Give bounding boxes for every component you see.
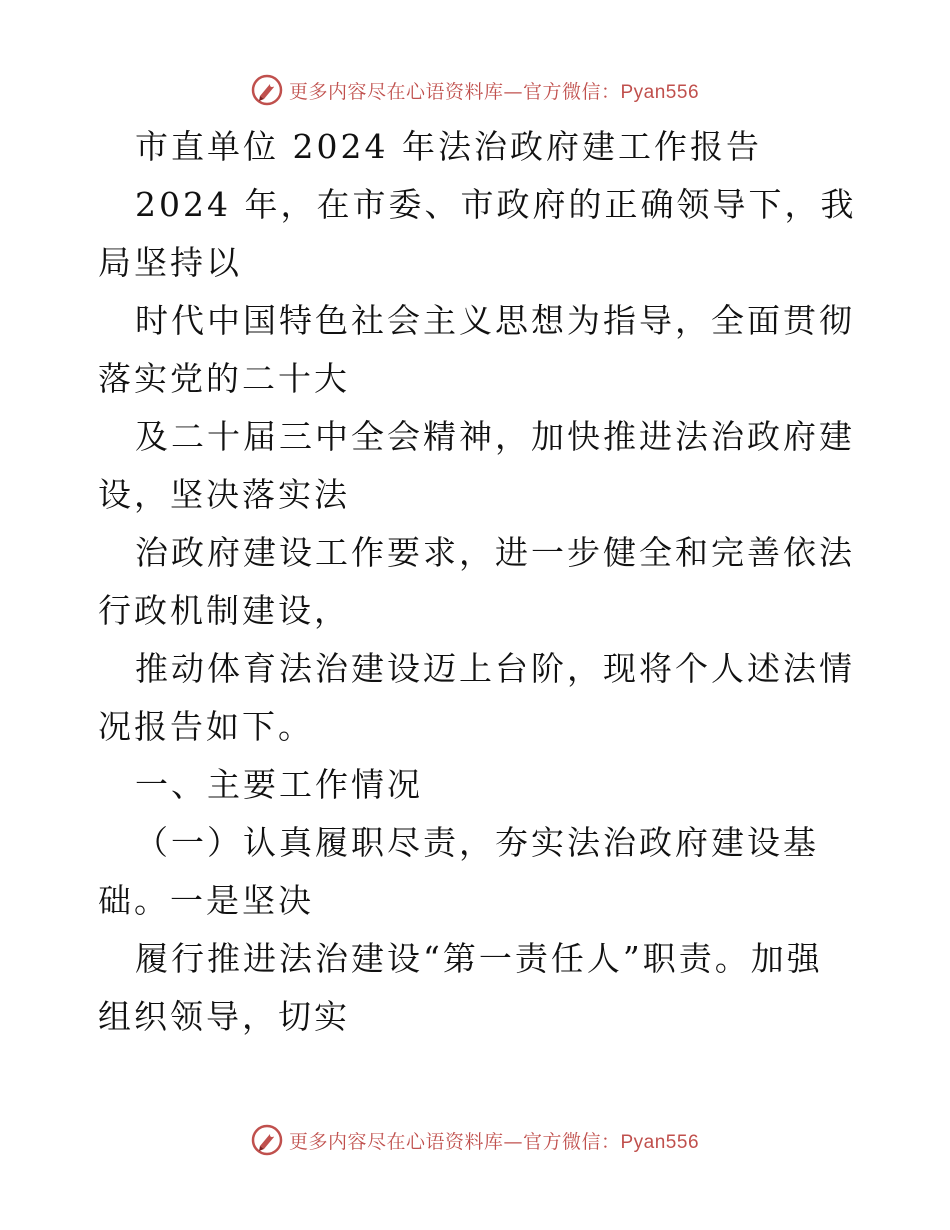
document-title: 市直单位 2024 年法治政府建工作报告 — [135, 127, 762, 166]
paragraph-1: 2024 年，在市委、市政府的正确领导下，我局坚持以 — [98, 185, 857, 282]
section-heading: 一、主要工作情况 — [135, 765, 423, 804]
pen-logo-icon — [251, 1124, 283, 1156]
banner-wechat-label: 官方微信： — [522, 1130, 621, 1153]
banner-separator: — — [503, 80, 523, 103]
banner-wechat-id: Pyan556 — [620, 1131, 700, 1153]
banner-separator: — — [503, 1130, 523, 1153]
banner-slogan: 更多内容尽在心语资料库 — [288, 80, 504, 103]
banner-slogan: 更多内容尽在心语资料库 — [288, 1130, 504, 1153]
paragraph-2: 时代中国特色社会主义思想为指导，全面贯彻落实党的二十大 — [98, 301, 855, 398]
banner-wechat-id: Pyan556 — [620, 81, 700, 103]
footer-banner — [0, 1120, 950, 1160]
document-body — [98, 118, 858, 1046]
paragraph-5: 推动体育法治建设迈上台阶，现将个人述法情况报告如下。 — [98, 649, 855, 746]
paragraph-4: 治政府建设工作要求，进一步健全和完善依法行政机制建设， — [98, 533, 855, 630]
paragraph-3: 及二十届三中全会精神，加快推进法治政府建设，坚决落实法 — [98, 417, 855, 514]
paragraph-7: （一）认真履职尽责，夯实法治政府建设基础。一是坚决 — [98, 823, 819, 920]
pen-logo-icon — [251, 74, 283, 106]
header-banner — [0, 70, 950, 110]
banner-wechat-label: 官方微信： — [522, 80, 621, 103]
footer-banner-text — [289, 1127, 699, 1154]
header-banner-text — [289, 77, 699, 104]
paragraph-8: 履行推进法治建设“第一责任人”职责。加强组织领导，切实 — [98, 939, 823, 1036]
